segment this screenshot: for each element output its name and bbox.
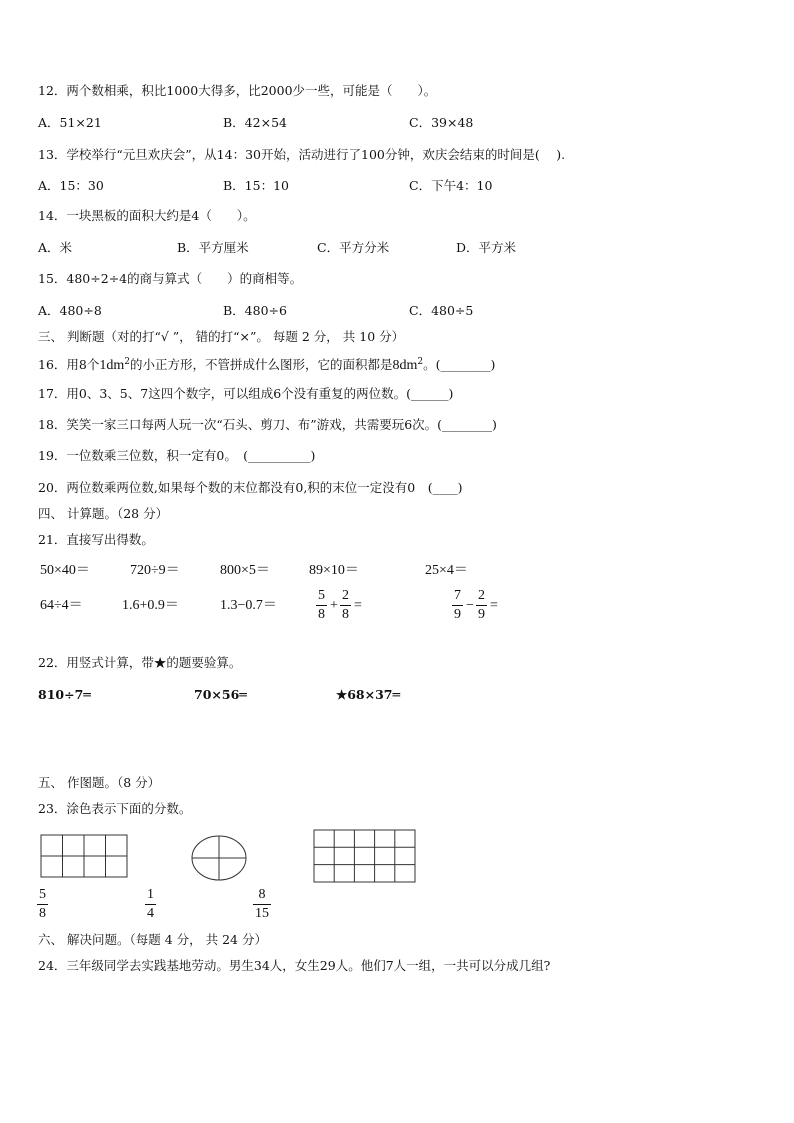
q21-frac1-second: 2 8	[342, 588, 349, 622]
q21-frac2-eq: =	[490, 598, 498, 613]
q22-item-3: ★68×37═	[336, 687, 400, 702]
q22-stem: 22．用竖式计算，带★的题要验算。	[38, 655, 242, 670]
q16-statement: 16．用8个$1dm^2$的小正方形，不管拼成什么图形，它的面积都是$8dm^2$。(________)	[38, 357, 496, 374]
q12-option-a: A．51×21	[38, 115, 102, 130]
q21-item-8: 1.3−0.7＝	[220, 598, 277, 613]
q21-frac1-op: +	[330, 598, 338, 613]
q21-item-3: 800×5＝	[220, 563, 270, 578]
section-4-heading: 四、 计算题。（28 分）	[38, 506, 169, 521]
q21-item-4: 89×10＝	[309, 563, 359, 578]
q20-statement: 20．两位数乘两位数,如果每个数的末位都没有0,积的末位一定没有0 (____)	[38, 480, 463, 495]
q12-stem: 12．两个数相乘，积比1000大得多，比2000少一些，可能是（ ）。	[38, 83, 437, 98]
q21-frac2-op: −	[466, 598, 474, 613]
q13-option-c: C．下午4：10	[409, 178, 493, 193]
q21-stem: 21．直接写出得数。	[38, 532, 154, 547]
q15-option-b: B．480÷6	[223, 303, 287, 318]
q14-option-c: C．平方分米	[317, 240, 390, 255]
circle-quarters-figure	[190, 834, 248, 882]
section-3-heading: 三、 判断题（对的打“√ ”， 错的打“×”。 每题 2 分， 共 10 分）	[38, 329, 405, 344]
q21-frac2-first: 7 9	[454, 588, 461, 622]
q12-option-b: B．42×54	[223, 115, 287, 130]
q12-option-c: C．39×48	[409, 115, 474, 130]
q14-option-d: D．平方米	[456, 240, 517, 255]
q18-statement: 18．笑笑一家三口每两人玩一次“石头、剪刀、布”游戏，共需要玩6次。(________)	[38, 417, 497, 432]
q19-statement: 19．一位数乘三位数，积一定有0。 (__________)	[38, 448, 316, 463]
section-6-heading: 六、 解决问题。（每题 4 分， 共 24 分）	[38, 932, 267, 947]
q15-option-c: C．480÷5	[409, 303, 474, 318]
q21-item-7: 1.6+0.9＝	[122, 598, 179, 613]
grid-3x5-figure	[313, 829, 416, 883]
q23-fraction-1: 5 8	[39, 887, 46, 921]
q24-stem: 24．三年级同学去实践基地劳动。男生34人，女生29人。他们7人一组，一共可以分成几组?	[38, 958, 551, 973]
q23-stem: 23．涂色表示下面的分数。	[38, 801, 192, 816]
q21-frac1-first: 5 8	[318, 588, 325, 622]
q21-item-2: 720÷9＝	[130, 563, 180, 578]
q13-option-a: A．15：30	[38, 178, 104, 193]
q14-option-b: B．平方厘米	[177, 240, 249, 255]
q21-item-6: 64÷4＝	[40, 598, 83, 613]
q21-frac1-eq: =	[354, 598, 362, 613]
q21-item-1: 50×40＝	[40, 563, 90, 578]
q14-stem: 14．一块黑板的面积大约是4（ ）。	[38, 208, 256, 223]
q23-fraction-3: 8 15	[255, 887, 269, 921]
q15-option-a: A．480÷8	[38, 303, 102, 318]
grid-2x4-figure	[40, 834, 128, 878]
q22-item-2: 70×56═	[194, 687, 247, 702]
q15-stem: 15．480÷2÷4的商与算式（ ）的商相等。	[38, 271, 303, 286]
q22-item-1: 810÷7═	[38, 687, 91, 702]
q17-statement: 17．用0、3、5、7这四个数字，可以组成6个没有重复的两位数。(______)	[38, 386, 454, 401]
section-5-heading: 五、 作图题。（8 分）	[38, 775, 161, 790]
q21-item-5: 25×4＝	[425, 563, 468, 578]
q21-frac2-second: 2 9	[478, 588, 485, 622]
q23-fraction-2: 1 4	[147, 887, 154, 921]
q14-option-a: A．米	[38, 240, 73, 255]
q13-stem: 13．学校举行“元旦欢庆会”，从14：30开始，活动进行了100分钟，欢庆会结束的时间是( ).	[38, 147, 566, 162]
q13-option-b: B．15：10	[223, 178, 289, 193]
